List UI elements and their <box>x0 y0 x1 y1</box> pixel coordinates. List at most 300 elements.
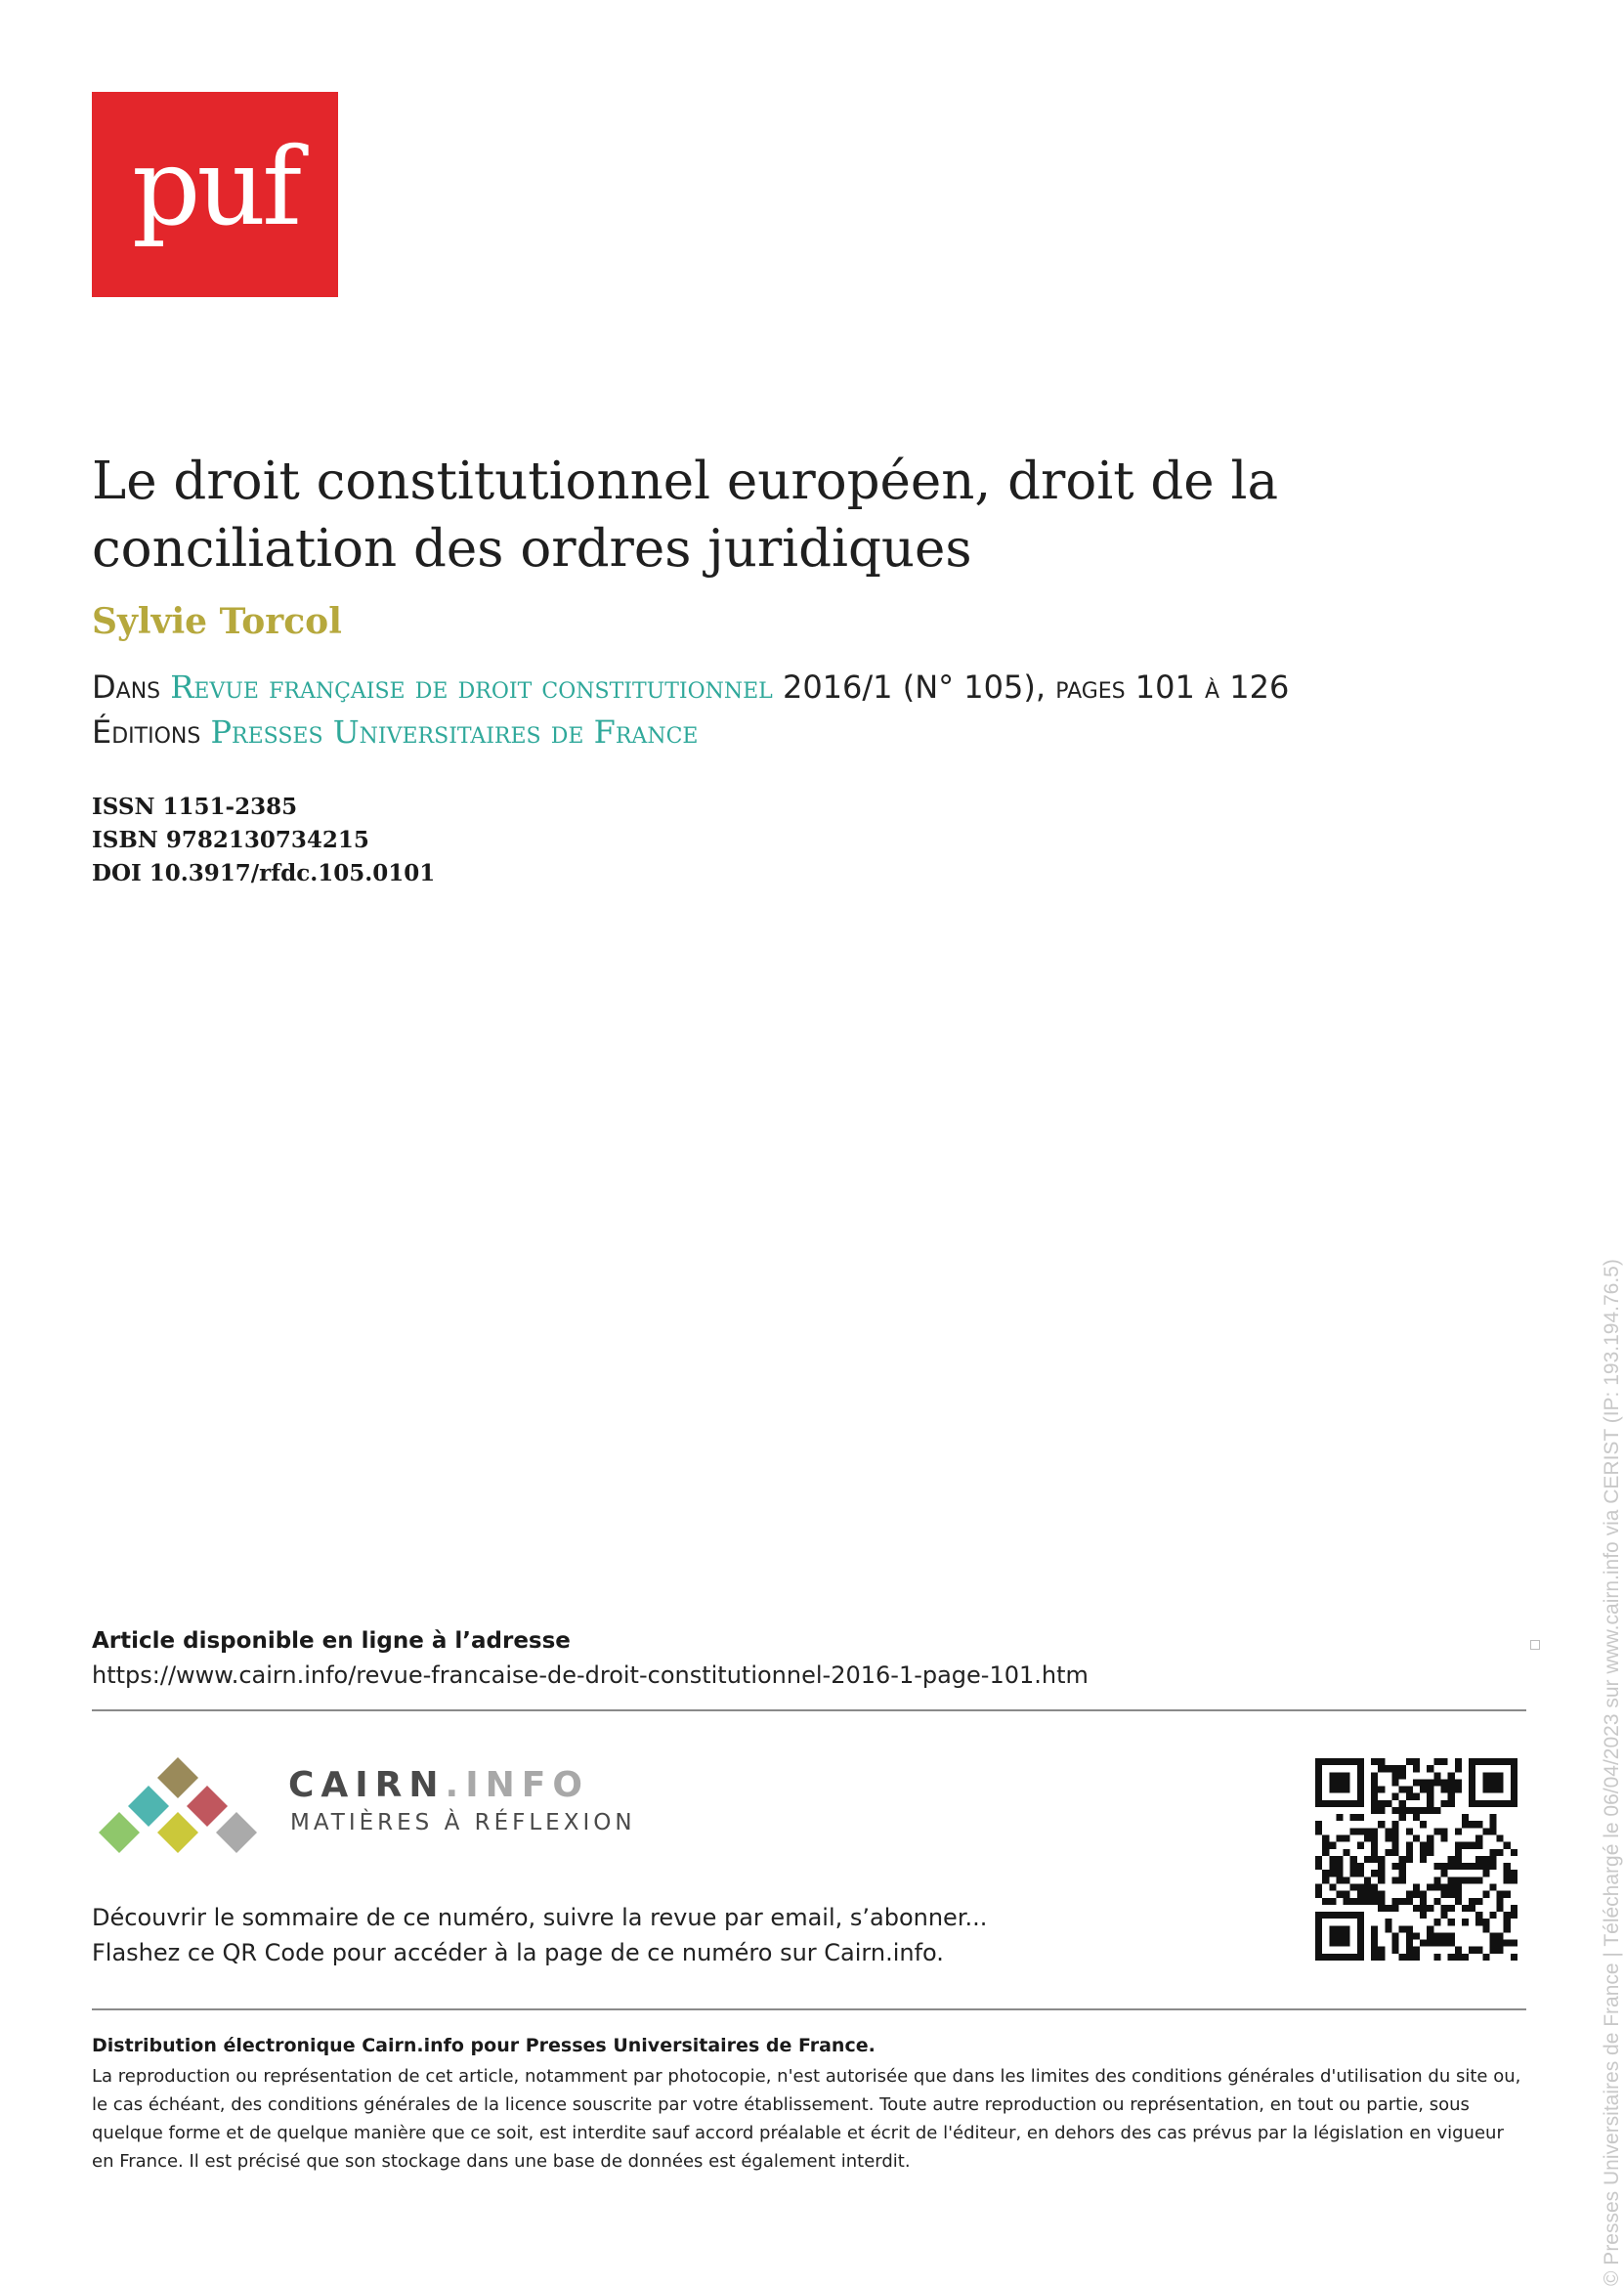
qr-module <box>1448 1779 1455 1786</box>
qr-module <box>1378 1863 1385 1870</box>
qr-module <box>1448 1919 1455 1925</box>
qr-module <box>1433 1863 1440 1870</box>
issue-number[interactable]: 2016/1 (N° 105) <box>782 669 1036 706</box>
qr-module <box>1378 1898 1385 1905</box>
qr-module <box>1350 1828 1357 1834</box>
qr-module <box>1413 1814 1420 1821</box>
qr-module <box>1489 1940 1496 1947</box>
qr-module <box>1475 1912 1482 1919</box>
qr-module <box>1489 1863 1496 1870</box>
qr-module <box>1469 1821 1475 1828</box>
qr-module <box>1413 1793 1420 1800</box>
qr-module <box>1455 1758 1462 1765</box>
qr-module <box>1378 1856 1385 1863</box>
qr-module <box>1448 1787 1455 1793</box>
qr-module <box>1413 1758 1420 1765</box>
qr-module <box>1497 1891 1504 1898</box>
in-label: Dans <box>92 669 161 706</box>
qr-module <box>1336 1876 1343 1883</box>
editions-label: Éditions <box>92 713 201 751</box>
qr-module <box>1378 1954 1385 1961</box>
qr-module <box>1336 1835 1343 1842</box>
qr-module <box>1392 1835 1399 1842</box>
qr-module <box>1413 1932 1420 1939</box>
mosaic-tile-1 <box>157 1757 198 1798</box>
qr-module <box>1406 1932 1413 1939</box>
qr-module <box>1427 1787 1433 1793</box>
qr-module <box>1378 1758 1385 1765</box>
qr-module <box>1497 1835 1504 1842</box>
qr-module <box>1448 1940 1455 1947</box>
issn: ISSN 1151-2385 <box>92 794 298 820</box>
qr-module <box>1399 1870 1406 1876</box>
qr-module <box>1420 1807 1427 1814</box>
qr-module <box>1392 1807 1399 1814</box>
qr-module <box>1511 1876 1517 1883</box>
qr-module <box>1420 1779 1427 1786</box>
qr-module <box>1371 1793 1378 1800</box>
qr-module <box>1427 1932 1433 1939</box>
qr-module <box>1511 1954 1517 1961</box>
qr-module <box>1462 1905 1469 1912</box>
qr-module <box>1433 1883 1440 1890</box>
qr-module <box>1371 1856 1378 1863</box>
qr-module <box>1371 1842 1378 1849</box>
qr-module <box>1420 1940 1427 1947</box>
qr-module <box>1399 1856 1406 1863</box>
qr-module <box>1329 1898 1336 1905</box>
qr-module <box>1329 1842 1336 1849</box>
qr-module <box>1448 1876 1455 1883</box>
qr-module <box>1440 1940 1447 1947</box>
qr-module <box>1399 1814 1406 1821</box>
qr-module <box>1469 1898 1475 1905</box>
article-author[interactable]: Sylvie Torcol <box>92 601 342 642</box>
qr-module <box>1357 1870 1364 1876</box>
qr-module <box>1399 1925 1406 1932</box>
qr-module <box>1357 1883 1364 1890</box>
qr-module <box>1336 1863 1343 1870</box>
qr-module <box>1440 1800 1447 1807</box>
qr-module <box>1455 1779 1462 1786</box>
qr-module <box>1371 1925 1378 1932</box>
qr-module <box>1385 1835 1391 1842</box>
qr-module <box>1371 1800 1378 1807</box>
qr-module <box>1440 1835 1447 1842</box>
qr-module <box>1336 1870 1343 1876</box>
qr-module <box>1392 1828 1399 1834</box>
qr-module <box>1357 1842 1364 1849</box>
divider-bottom <box>92 2008 1526 2010</box>
qr-module <box>1448 1905 1455 1912</box>
qr-module <box>1427 1849 1433 1856</box>
qr-module <box>1482 1870 1489 1876</box>
qr-module <box>1504 1842 1511 1849</box>
qr-module <box>1406 1842 1413 1849</box>
qr-module <box>1378 1876 1385 1883</box>
qr-module <box>1511 1905 1517 1912</box>
qr-module <box>1433 1940 1440 1947</box>
qr-module <box>1406 1954 1413 1961</box>
divider-top <box>92 1709 1526 1711</box>
qr-module <box>1344 1835 1350 1842</box>
qr-module <box>1378 1800 1385 1807</box>
qr-module <box>1406 1898 1413 1905</box>
cairn-wordmark <box>288 1765 589 1805</box>
qr-module <box>1364 1876 1371 1883</box>
qr-module <box>1482 1954 1489 1961</box>
qr-module <box>1406 1807 1413 1814</box>
publisher-logo <box>92 92 338 297</box>
qr-module <box>1378 1807 1385 1814</box>
qr-module <box>1378 1947 1385 1954</box>
qr-module <box>1413 1779 1420 1786</box>
qr-module <box>1455 1954 1462 1961</box>
qr-module <box>1392 1772 1399 1779</box>
qr-module <box>1462 1842 1469 1849</box>
qr-module <box>1448 1856 1455 1863</box>
qr-module <box>1399 1807 1406 1814</box>
identifiers <box>92 791 435 890</box>
qr-module <box>1420 1898 1427 1905</box>
qr-module <box>1392 1932 1399 1939</box>
qr-module <box>1322 1849 1329 1856</box>
qr-module <box>1357 1828 1364 1834</box>
qr-module <box>1364 1828 1371 1834</box>
distribution-title: Distribution électronique Cairn.info pour Presses Universitaires de France. <box>92 2035 876 2056</box>
qr-module <box>1371 1787 1378 1793</box>
qr-module <box>1371 1898 1378 1905</box>
qr-module <box>1385 1800 1391 1807</box>
qr-module <box>1329 1925 1349 1946</box>
qr-module <box>1329 1772 1349 1792</box>
qr-module <box>1406 1947 1413 1954</box>
qr-module <box>1371 1807 1378 1814</box>
qr-module <box>1497 1905 1504 1912</box>
qr-module <box>1364 1883 1371 1890</box>
qr-module <box>1511 1912 1517 1919</box>
logo-text: puf <box>132 124 298 249</box>
qr-module <box>1489 1883 1496 1890</box>
qr-module <box>1344 1849 1350 1856</box>
qr-module <box>1448 1954 1455 1961</box>
qr-module <box>1448 1883 1455 1890</box>
qr-module <box>1482 1828 1489 1834</box>
qr-module <box>1455 1765 1462 1772</box>
qr-module <box>1399 1863 1406 1870</box>
qr-module <box>1392 1947 1399 1954</box>
qr-module <box>1406 1758 1413 1765</box>
qr-module <box>1413 1835 1420 1842</box>
qr-module <box>1385 1905 1391 1912</box>
qr-module <box>1399 1787 1406 1793</box>
qr-module <box>1455 1828 1462 1834</box>
online-label: Article disponible en ligne à l’adresse <box>92 1628 571 1654</box>
qr-module <box>1399 1765 1406 1772</box>
qr-module <box>1315 1828 1322 1834</box>
qr-module <box>1364 1891 1371 1898</box>
qr-module <box>1371 1891 1378 1898</box>
qr-module <box>1371 1779 1378 1786</box>
qr-module <box>1427 1835 1433 1842</box>
qr-module <box>1420 1842 1427 1849</box>
qr-module <box>1497 1898 1504 1905</box>
qr-module <box>1475 1842 1482 1849</box>
qr-module <box>1489 1814 1496 1821</box>
qr-module <box>1329 1870 1336 1876</box>
qr-code[interactable] <box>1315 1758 1517 1961</box>
qr-module <box>1482 1863 1489 1870</box>
qr-module <box>1427 1905 1433 1912</box>
qr-module <box>1315 1821 1322 1828</box>
qr-module <box>1420 1849 1427 1856</box>
qr-module <box>1455 1863 1462 1870</box>
qr-module <box>1462 1863 1469 1870</box>
qr-module <box>1350 1898 1357 1905</box>
qr-module <box>1475 1856 1482 1863</box>
qr-module <box>1475 1835 1482 1842</box>
qr-module <box>1440 1932 1447 1939</box>
qr-module <box>1475 1876 1482 1883</box>
qr-module <box>1385 1828 1391 1834</box>
qr-module <box>1392 1863 1399 1870</box>
qr-module <box>1371 1772 1378 1779</box>
cairn-name-suffix: .INFO <box>445 1765 589 1805</box>
journal-link[interactable]: Revue française de droit constitutionnel <box>170 669 773 706</box>
qr-module <box>1440 1863 1447 1870</box>
qr-module <box>1371 1932 1378 1939</box>
qr-module <box>1455 1947 1462 1954</box>
qr-module <box>1440 1891 1447 1898</box>
mosaic-tile-2 <box>128 1786 169 1827</box>
doi: DOI 10.3917/rfdc.105.0101 <box>92 860 436 886</box>
qr-module <box>1392 1821 1399 1828</box>
cairn-tagline: MATIÈRES À RÉFLEXION <box>290 1810 636 1835</box>
small-square-mark <box>1530 1640 1540 1650</box>
qr-module <box>1371 1954 1378 1961</box>
qr-module <box>1497 1947 1504 1954</box>
qr-module <box>1329 1863 1336 1870</box>
qr-module <box>1489 1821 1496 1828</box>
mosaic-tile-5 <box>157 1812 198 1853</box>
qr-module <box>1329 1856 1336 1863</box>
qr-module <box>1427 1883 1433 1890</box>
download-watermark: © Presses Universitaires de France | Téléchargé le 06/04/2023 sur www.cairn.info via CERIST (IP: 193.194.76.5) <box>1601 1259 1623 2286</box>
qr-module <box>1378 1765 1385 1772</box>
qr-module <box>1392 1793 1399 1800</box>
qr-module <box>1462 1919 1469 1925</box>
qr-module <box>1350 1814 1357 1821</box>
isbn: ISBN 9782130734215 <box>92 827 369 853</box>
qr-module <box>1497 1849 1504 1856</box>
qr-module <box>1427 1842 1433 1849</box>
cairn-mosaic-logo <box>90 1751 266 1869</box>
qr-module <box>1371 1947 1378 1954</box>
qr-module <box>1315 1883 1322 1890</box>
qr-module <box>1413 1807 1420 1814</box>
qr-module <box>1427 1800 1433 1807</box>
qr-module <box>1413 1891 1420 1898</box>
qr-module <box>1357 1814 1364 1821</box>
qr-module <box>1475 1821 1482 1828</box>
qr-module <box>1433 1772 1440 1779</box>
qr-module <box>1392 1765 1399 1772</box>
qr-module <box>1489 1932 1496 1939</box>
qr-module <box>1433 1919 1440 1925</box>
discover-line-2: Flashez ce QR Code pour accéder à la page de ce numéro sur Cairn.info. <box>92 1939 944 1966</box>
qr-module <box>1462 1954 1469 1961</box>
qr-module <box>1504 1912 1511 1919</box>
qr-module <box>1427 1793 1433 1800</box>
qr-module <box>1489 1828 1496 1834</box>
qr-module <box>1385 1849 1391 1856</box>
publisher-link[interactable]: Presses Universitaires de France <box>210 713 699 751</box>
qr-module <box>1413 1954 1420 1961</box>
qr-module <box>1433 1807 1440 1814</box>
qr-module <box>1344 1876 1350 1883</box>
qr-module <box>1511 1870 1517 1876</box>
page-range: , pages 101 à 126 <box>1035 669 1290 706</box>
qr-module <box>1504 1891 1511 1898</box>
qr-module <box>1371 1849 1378 1856</box>
qr-module <box>1420 1821 1427 1828</box>
journal-line <box>92 669 1289 706</box>
qr-module <box>1475 1898 1482 1905</box>
discover-line-1: Découvrir le sommaire de ce numéro, suivre la revue par email, s’abonner... <box>92 1904 988 1931</box>
qr-module <box>1497 1940 1504 1947</box>
article-title: Le droit constitutionnel européen, droit de la conciliation des ordres juridiques <box>92 452 1279 579</box>
qr-module <box>1413 1883 1420 1890</box>
qr-module <box>1420 1856 1427 1863</box>
qr-module <box>1489 1947 1496 1954</box>
qr-module <box>1504 1876 1511 1883</box>
qr-module <box>1385 1925 1391 1932</box>
qr-module <box>1469 1842 1475 1849</box>
qr-module <box>1392 1940 1399 1947</box>
qr-module <box>1399 1772 1406 1779</box>
qr-module <box>1455 1883 1462 1890</box>
qr-module <box>1392 1849 1399 1856</box>
qr-module <box>1504 1870 1511 1876</box>
qr-module <box>1322 1876 1329 1883</box>
qr-module <box>1440 1883 1447 1890</box>
qr-module <box>1469 1905 1475 1912</box>
qr-module <box>1433 1954 1440 1961</box>
qr-module <box>1511 1940 1517 1947</box>
qr-module <box>1489 1856 1496 1863</box>
qr-module <box>1371 1940 1378 1947</box>
qr-module <box>1440 1828 1447 1834</box>
cairn-name-main: CAIRN <box>288 1765 446 1805</box>
qr-module <box>1378 1787 1385 1793</box>
qr-module <box>1504 1925 1511 1932</box>
qr-module <box>1406 1891 1413 1898</box>
qr-module <box>1469 1863 1475 1870</box>
qr-module <box>1357 1898 1364 1905</box>
qr-module <box>1350 1856 1357 1863</box>
qr-module <box>1420 1912 1427 1919</box>
qr-module <box>1357 1863 1364 1870</box>
qr-module <box>1357 1891 1364 1898</box>
qr-module <box>1469 1947 1475 1954</box>
online-url-link[interactable]: https://www.cairn.info/revue-francaise-de-droit-constitutionnel-2016-1-page-101.htm <box>92 1661 1089 1689</box>
qr-module <box>1427 1779 1433 1786</box>
qr-module <box>1469 1876 1475 1883</box>
qr-module <box>1371 1870 1378 1876</box>
qr-module <box>1322 1898 1329 1905</box>
mosaic-tile-4 <box>99 1812 140 1853</box>
qr-module <box>1364 1835 1371 1842</box>
qr-module <box>1371 1758 1378 1765</box>
qr-module <box>1475 1863 1482 1870</box>
qr-module <box>1399 1876 1406 1883</box>
qr-module <box>1482 1925 1489 1932</box>
qr-module <box>1350 1870 1357 1876</box>
qr-module <box>1315 1863 1322 1870</box>
qr-module <box>1440 1870 1447 1876</box>
qr-module <box>1315 1856 1322 1863</box>
qr-module <box>1455 1856 1462 1863</box>
qr-module <box>1475 1919 1482 1925</box>
qr-module <box>1455 1891 1462 1898</box>
qr-module <box>1322 1842 1329 1849</box>
qr-module <box>1315 1891 1322 1898</box>
qr-module <box>1440 1787 1447 1793</box>
qr-module <box>1413 1905 1420 1912</box>
qr-module <box>1440 1905 1447 1912</box>
qr-module <box>1448 1800 1455 1807</box>
qr-module <box>1420 1891 1427 1898</box>
qr-module <box>1413 1947 1420 1954</box>
qr-module <box>1378 1891 1385 1898</box>
qr-module <box>1385 1919 1391 1925</box>
qr-module <box>1427 1807 1433 1814</box>
qr-module <box>1413 1765 1420 1772</box>
qr-module <box>1433 1932 1440 1939</box>
qr-module <box>1455 1842 1462 1849</box>
qr-module <box>1440 1912 1447 1919</box>
qr-module <box>1440 1758 1447 1765</box>
qr-module <box>1406 1849 1413 1856</box>
qr-module <box>1482 1772 1503 1792</box>
qr-module <box>1504 1863 1511 1870</box>
qr-module <box>1427 1925 1433 1932</box>
qr-module <box>1336 1891 1343 1898</box>
qr-module <box>1427 1940 1433 1947</box>
qr-module <box>1350 1863 1357 1870</box>
mosaic-tile-3 <box>187 1786 228 1827</box>
qr-module <box>1392 1842 1399 1849</box>
qr-module <box>1344 1898 1350 1905</box>
qr-module <box>1336 1856 1343 1863</box>
qr-module <box>1448 1793 1455 1800</box>
qr-module <box>1433 1898 1440 1905</box>
qr-module <box>1433 1876 1440 1883</box>
qr-module <box>1406 1828 1413 1834</box>
qr-module <box>1406 1787 1413 1793</box>
qr-module <box>1406 1925 1413 1932</box>
qr-module <box>1406 1940 1413 1947</box>
qr-module <box>1455 1849 1462 1856</box>
qr-module <box>1504 1940 1511 1947</box>
qr-module <box>1462 1876 1469 1883</box>
qr-module <box>1371 1828 1378 1834</box>
qr-module <box>1475 1947 1482 1954</box>
qr-module <box>1448 1863 1455 1870</box>
qr-module <box>1322 1870 1329 1876</box>
qr-module <box>1420 1905 1427 1912</box>
qr-module <box>1378 1905 1385 1912</box>
